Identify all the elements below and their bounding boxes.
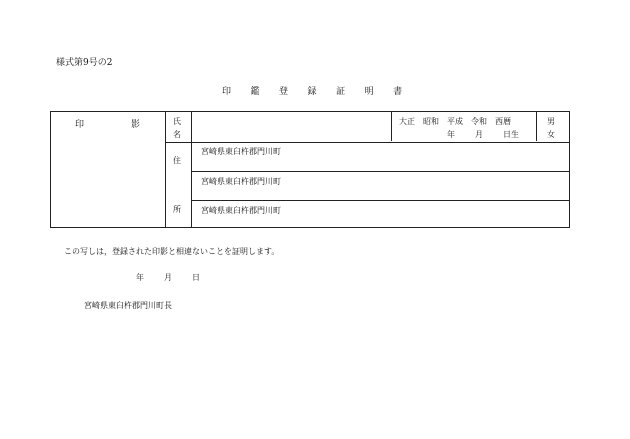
certificate-table	[50, 111, 570, 228]
sex-female-label: 女	[547, 130, 555, 139]
address-row: 宮崎県東臼杵郡門川町	[201, 206, 281, 215]
era-options: 大正 昭和 平成 令和 西暦	[399, 117, 511, 126]
address-row: 宮崎県東臼杵郡門川町	[201, 177, 281, 186]
document-title	[222, 84, 402, 97]
issue-date	[136, 273, 200, 282]
issue-month: 月	[164, 273, 172, 282]
address-label: 所	[173, 205, 181, 214]
issuer-name: 宮崎県東臼杵郡門川町長	[84, 301, 172, 310]
address-label: 住	[173, 156, 181, 165]
table-divider	[191, 200, 569, 201]
table-divider	[165, 112, 166, 227]
title-char: 登	[279, 87, 289, 97]
table-divider	[191, 112, 192, 227]
date-birth: 日生	[503, 130, 519, 139]
title-char: 証	[336, 87, 346, 97]
title-char: 明	[364, 87, 374, 97]
name-label: 名	[173, 130, 181, 139]
seal-label: 影	[131, 120, 141, 130]
address-row: 宮崎県東臼杵郡門川町	[201, 147, 281, 156]
table-divider	[165, 142, 569, 143]
table-divider	[391, 112, 392, 141]
birth-date-label	[447, 130, 519, 139]
issue-day: 日	[192, 273, 200, 282]
table-divider	[536, 112, 537, 141]
seal-label: 印	[75, 120, 85, 130]
certification-statement: この写しは，登録された印影と相違ないことを証明します。	[64, 247, 280, 256]
date-year: 年	[447, 130, 455, 139]
table-divider	[191, 171, 569, 172]
form-number: 様式第9号の2	[56, 58, 113, 68]
date-month: 月	[475, 130, 483, 139]
sex-male-label: 男	[547, 117, 555, 126]
title-char: 印	[222, 87, 232, 97]
issue-year: 年	[136, 273, 144, 282]
title-char: 録	[307, 87, 317, 97]
name-label: 氏	[173, 117, 181, 126]
title-char: 書	[393, 87, 403, 97]
title-char: 鑑	[250, 87, 260, 97]
